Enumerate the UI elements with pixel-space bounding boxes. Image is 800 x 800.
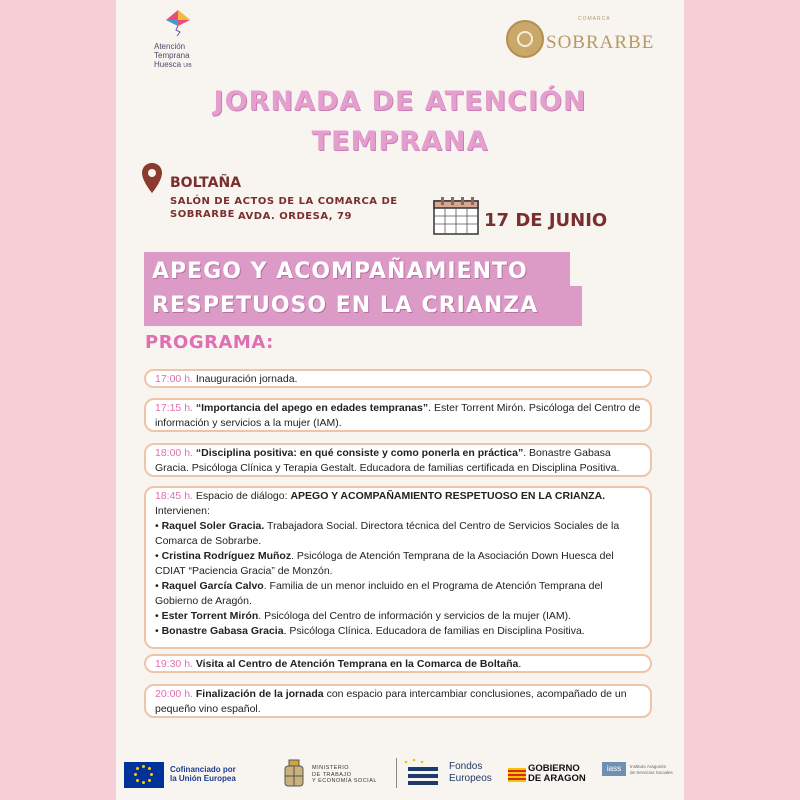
kite-icon — [166, 10, 190, 36]
footer-divider — [396, 758, 397, 788]
calendar-icon — [432, 196, 480, 236]
iass-logo: iass — [602, 762, 626, 776]
venue: SALÓN DE ACTOS DE LA COMARCA DE SOBRARBE — [170, 196, 398, 220]
iass-label: Instituto Aragonés de Servicios Sociales — [630, 764, 673, 775]
programa-item-6: 20:00 h. Finalización de la jornada con espacio para intercambiar conclusiones, acompañado de un pequeño vino español. — [144, 684, 652, 718]
eu-cofinanced-label: Cofinanciado por la Unión Europea — [170, 765, 236, 783]
atencion-temprana-logo — [148, 8, 208, 72]
place-name: BOLTAÑA — [170, 175, 242, 191]
sobrarbe-seal-icon — [506, 20, 544, 58]
speaker-item: • Ester Torrent Mirón. Psicóloga del Centro de información y servicios de la mujer (IAM). — [155, 610, 572, 622]
fondos-europeos-label: Fondos Europeos — [449, 761, 492, 784]
speaker-item: • Raquel Soler Gracia. Trabajadora Social. Directora técnica del Centro de Servicios Sociales de la Comarca de Sobrarbe. — [155, 520, 620, 547]
fondos-europeos-icon — [402, 758, 442, 790]
speaker-item: • Bonastre Gabasa Gracia. Psicóloga Clínica. Educadora de familias en Disciplina Positiva. — [155, 625, 585, 637]
theme-banner-line-1: APEGO Y ACOMPAÑAMIENTO — [144, 252, 570, 292]
eu-flag-icon — [124, 762, 164, 788]
comarca-label: COMARCA — [578, 16, 611, 22]
address: AVDA. ORDESA, 79 — [238, 211, 352, 222]
spain-crest-icon — [282, 758, 306, 790]
event-title: JORNADA DE ATENCIÓN TEMPRANA — [213, 86, 587, 157]
programa-item-3: 18:00 h. “Disciplina positiva: en qué consiste y como ponerla en práctica”. Bonastre Gabasa Gracia. Psicóloga Clínica y Terapia Gestalt. Educadora de familias certificada en Disciplina Positiva. — [144, 443, 652, 477]
programa-item-4: 18:45 h. Espacio de diálogo: APEGO Y ACOMPAÑAMIENTO RESPETUOSO EN LA CRIANZA. Intervienen: • Raquel Soler Gracia. Trabajadora Social. Directora técnica del Centro de Servicios Sociales de la Comarca de Sobrarbe. • Cristina Rodríguez Muñoz. Psicóloga de Atención Temprana de la Asociación Down Huesca del CDIAT “Paciencia Gracia” de Monzón. • Raquel García Calvo. Familia de un menor incluido en el Programa de Atención Temprana del Gobierno de Aragón. • Ester Torrent Mirón. Psicóloga del Centro de información y servicios de la mujer (IAM). • Bonastre Gabasa Gracia. Psicóloga Clínica. Educadora de familias en Disciplina Positiva. — [144, 486, 652, 649]
theme-banner-line-2: RESPETUOSO EN LA CRIANZA — [144, 286, 582, 326]
comarca-sobrarbe-logo — [506, 16, 656, 64]
location-pin-icon — [141, 162, 163, 194]
aragon-flag-icon — [508, 768, 526, 782]
event-date: 17 DE JUNIO — [484, 210, 608, 231]
programa-heading: PROGRAMA: — [145, 332, 274, 353]
ministry-label: MINISTERIO DE TRABAJO Y ECONOMÍA SOCIAL — [312, 765, 377, 784]
speaker-item: • Raquel García Calvo. Familia de un menor incluido en el Programa de Atención Temprana del Gobierno de Aragón. — [155, 580, 603, 607]
speaker-item: • Cristina Rodríguez Muñoz. Psicóloga de Atención Temprana de la Asociación Down Huesca del CDIAT “Paciencia Gracia” de Monzón. — [155, 550, 614, 577]
atencion-temprana-logo-text: Atención Temprana Huesca UIB — [154, 42, 192, 69]
gobierno-aragon-label: GOBIERNO DE ARAGON — [528, 763, 586, 784]
programa-item-1: 17:00 h. Inauguración jornada. — [144, 369, 652, 388]
programa-item-2: 17:15 h. “Importancia del apego en edades tempranas”. Ester Torrent Mirón. Psicóloga del Centro de información y servicios a la mujer (IAM). — [144, 398, 652, 432]
sobrarbe-label: SOBRARBE — [546, 32, 655, 53]
programa-item-5: 19:30 h. Visita al Centro de Atención Temprana en la Comarca de Boltaña. — [144, 654, 652, 673]
